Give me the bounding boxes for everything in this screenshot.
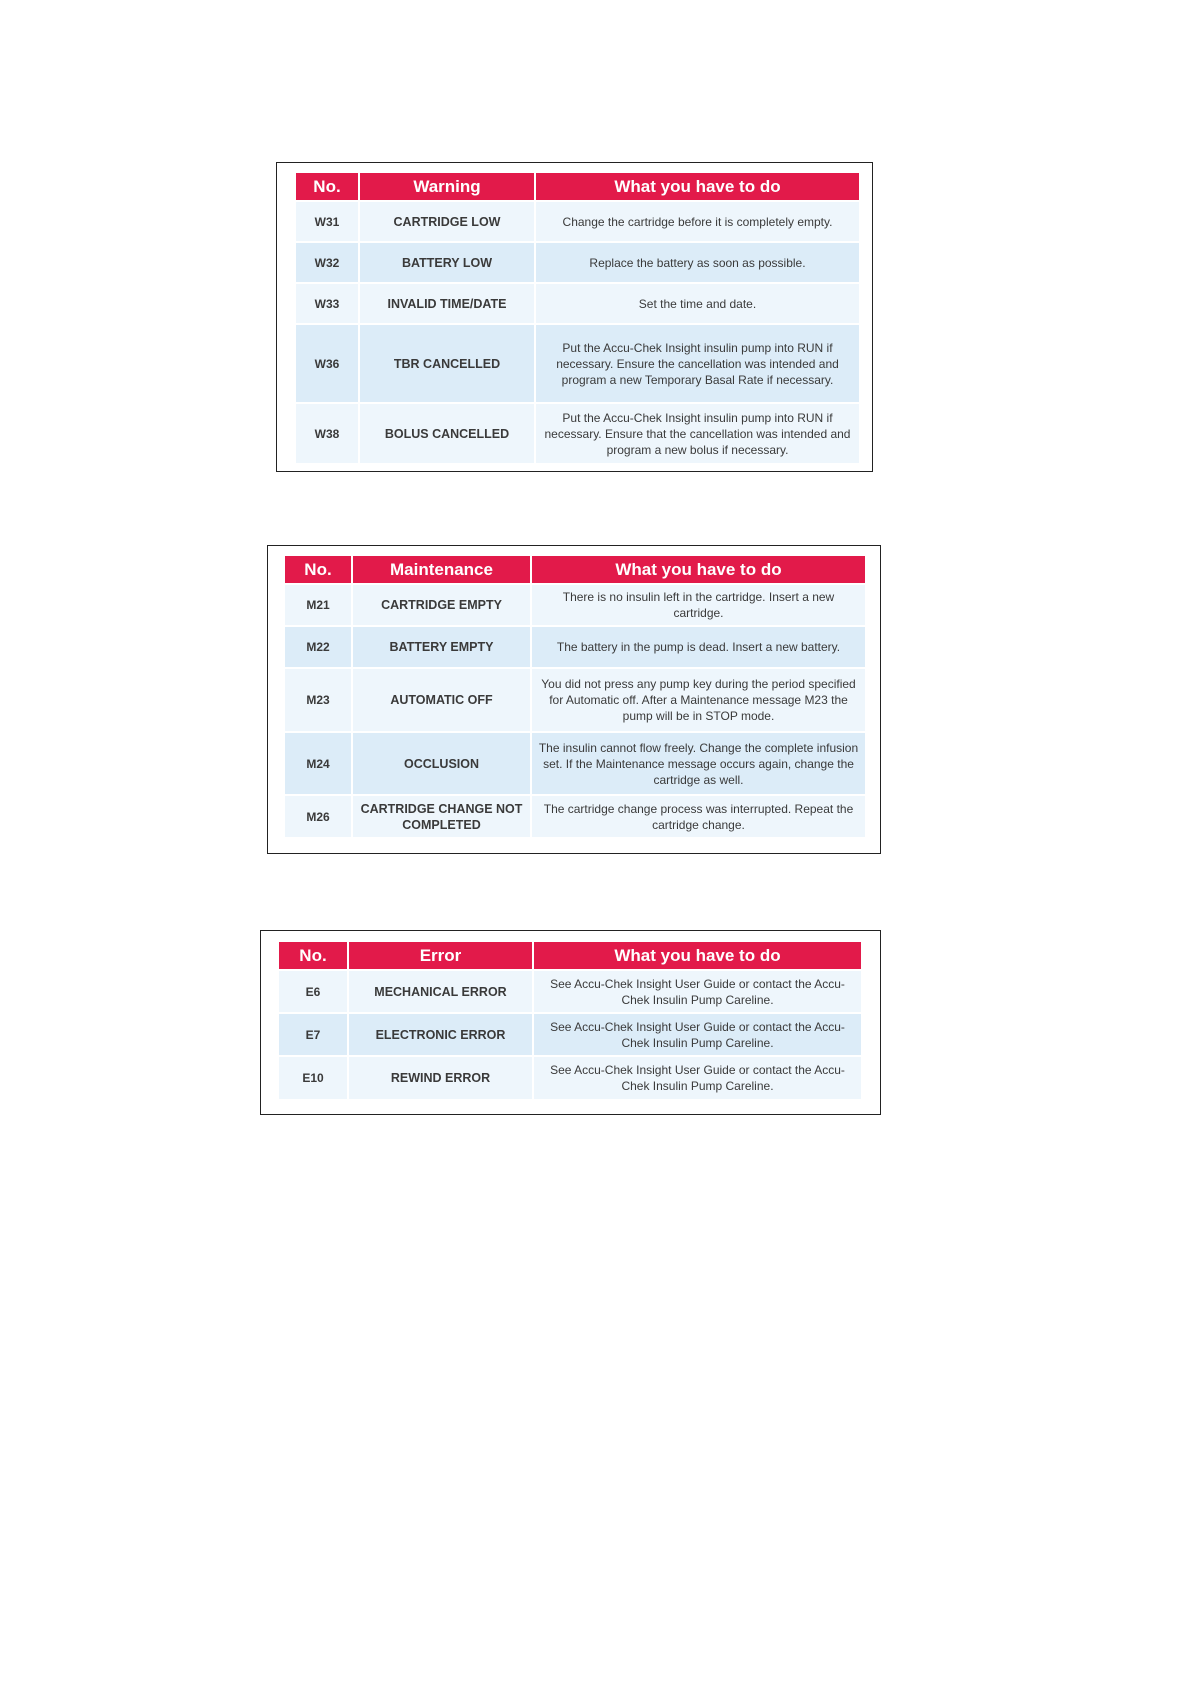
column-header-todo: What you have to do (531, 556, 865, 584)
name-cell: ELECTRONIC ERROR (348, 1013, 533, 1056)
todo-cell: Put the Accu-Chek Insight insulin pump into RUN if necessary. Ensure that the cancellation was intended and program a new bolus if necessary. (535, 403, 859, 463)
column-header-no: No. (296, 173, 359, 201)
column-header-todo: What you have to do (533, 942, 861, 970)
error-table-header (279, 942, 861, 970)
table-row (285, 626, 865, 668)
name-cell: CARTRIDGE EMPTY (352, 584, 531, 626)
table-row (296, 403, 859, 463)
code-cell: W31 (296, 201, 359, 242)
name-cell: TBR CANCELLED (359, 324, 535, 403)
name-cell: REWIND ERROR (348, 1056, 533, 1099)
name-cell: CARTRIDGE CHANGE NOT COMPLETED (352, 795, 531, 837)
code-cell: E7 (279, 1013, 348, 1056)
maintenance-table-frame (267, 545, 881, 854)
table-row (279, 1013, 861, 1056)
todo-cell: Set the time and date. (535, 283, 859, 324)
todo-cell: The battery in the pump is dead. Insert a new battery. (531, 626, 865, 668)
code-cell: M21 (285, 584, 352, 626)
code-cell: M23 (285, 668, 352, 732)
code-cell: E6 (279, 970, 348, 1013)
code-cell: W36 (296, 324, 359, 403)
name-cell: MECHANICAL ERROR (348, 970, 533, 1013)
code-cell: W33 (296, 283, 359, 324)
table-row (285, 584, 865, 626)
todo-cell: Replace the battery as soon as possible. (535, 242, 859, 283)
column-header-error: Error (348, 942, 533, 970)
table-row (279, 970, 861, 1013)
code-cell: M22 (285, 626, 352, 668)
todo-cell: See Accu-Chek Insight User Guide or contact the Accu-Chek Insulin Pump Careline. (533, 1056, 861, 1099)
error-table (279, 942, 861, 1099)
name-cell: AUTOMATIC OFF (352, 668, 531, 732)
table-row (296, 324, 859, 403)
column-header-maintenance: Maintenance (352, 556, 531, 584)
todo-cell: Put the Accu-Chek Insight insulin pump into RUN if necessary. Ensure the cancellation was intended and program a new Temporary Basal Rate if necessary. (535, 324, 859, 403)
name-cell: INVALID TIME/DATE (359, 283, 535, 324)
table-row (285, 732, 865, 795)
name-cell: BATTERY LOW (359, 242, 535, 283)
table-row (296, 201, 859, 242)
todo-cell: The insulin cannot flow freely. Change the complete infusion set. If the Maintenance message occurs again, change the cartridge as well. (531, 732, 865, 795)
column-header-todo: What you have to do (535, 173, 859, 201)
todo-cell: See Accu-Chek Insight User Guide or contact the Accu-Chek Insulin Pump Careline. (533, 1013, 861, 1056)
column-header-no: No. (285, 556, 352, 584)
todo-cell: There is no insulin left in the cartridge. Insert a new cartridge. (531, 584, 865, 626)
warning-table-header (296, 173, 859, 201)
name-cell: BATTERY EMPTY (352, 626, 531, 668)
code-cell: M26 (285, 795, 352, 837)
warning-table (296, 173, 859, 463)
error-table-frame (260, 930, 881, 1115)
code-cell: M24 (285, 732, 352, 795)
todo-cell: See Accu-Chek Insight User Guide or contact the Accu-Chek Insulin Pump Careline. (533, 970, 861, 1013)
table-row (279, 1056, 861, 1099)
code-cell: W38 (296, 403, 359, 463)
warning-table-frame (276, 162, 873, 472)
todo-cell: The cartridge change process was interrupted. Repeat the cartridge change. (531, 795, 865, 837)
code-cell: E10 (279, 1056, 348, 1099)
todo-cell: You did not press any pump key during the period specified for Automatic off. After a Maintenance message M23 the pump will be in STOP mode. (531, 668, 865, 732)
column-header-no: No. (279, 942, 348, 970)
name-cell: OCCLUSION (352, 732, 531, 795)
table-row (296, 242, 859, 283)
maintenance-table (285, 556, 865, 837)
todo-cell: Change the cartridge before it is completely empty. (535, 201, 859, 242)
name-cell: CARTRIDGE LOW (359, 201, 535, 242)
maintenance-table-header (285, 556, 865, 584)
table-row (296, 283, 859, 324)
table-row (285, 795, 865, 837)
table-row (285, 668, 865, 732)
column-header-warning: Warning (359, 173, 535, 201)
code-cell: W32 (296, 242, 359, 283)
name-cell: BOLUS CANCELLED (359, 403, 535, 463)
